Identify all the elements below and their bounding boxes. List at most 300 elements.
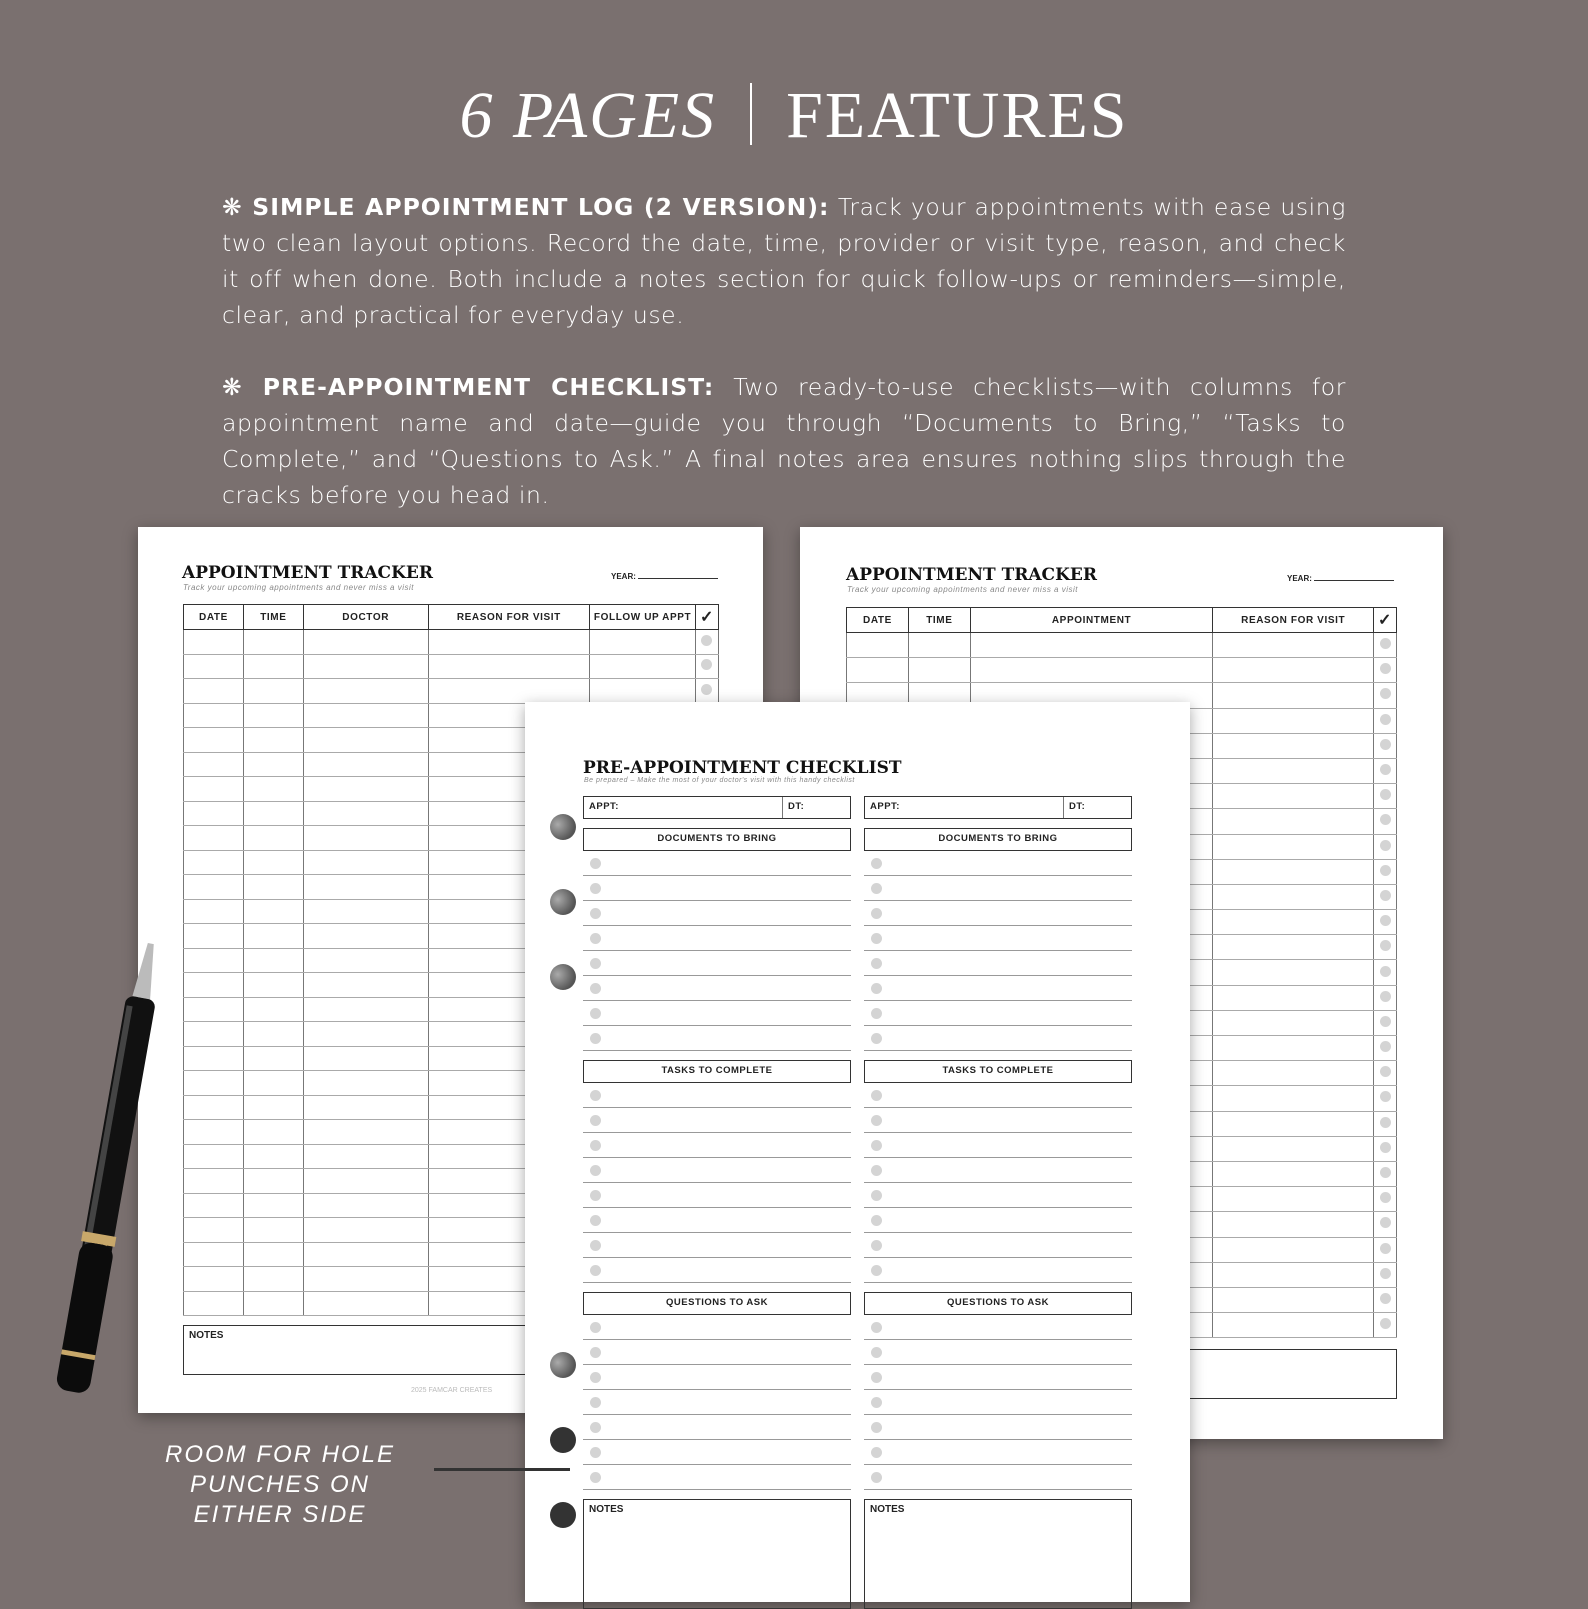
- check-cell[interactable]: [1374, 658, 1397, 683]
- table-cell[interactable]: [303, 826, 428, 851]
- checkbox-dot[interactable]: [590, 1215, 601, 1226]
- checkbox-dot[interactable]: [1380, 789, 1391, 800]
- checkbox-dot[interactable]: [590, 1322, 601, 1333]
- table-cell[interactable]: [184, 899, 244, 924]
- table-cell[interactable]: [184, 1120, 244, 1145]
- table-cell[interactable]: [303, 679, 428, 704]
- checkbox-dot[interactable]: [701, 635, 712, 646]
- table-cell[interactable]: [1213, 1237, 1374, 1262]
- table-cell[interactable]: [1213, 1187, 1374, 1212]
- table-cell[interactable]: [184, 1071, 244, 1096]
- table-cell[interactable]: [908, 658, 970, 683]
- table-cell[interactable]: [1213, 935, 1374, 960]
- table-cell[interactable]: [1213, 1212, 1374, 1237]
- table-cell[interactable]: [303, 630, 428, 655]
- hole-punch: [550, 964, 576, 990]
- table-cell[interactable]: [1213, 1086, 1374, 1111]
- table-cell[interactable]: [184, 826, 244, 851]
- checklist-item[interactable]: [864, 876, 1132, 901]
- checkbox-dot[interactable]: [1380, 1167, 1391, 1178]
- checklist-item[interactable]: [864, 976, 1132, 1001]
- table-cell[interactable]: [243, 850, 303, 875]
- table-cell[interactable]: [184, 654, 244, 679]
- table-cell[interactable]: [243, 1022, 303, 1047]
- table-cell[interactable]: [243, 679, 303, 704]
- checkbox-dot[interactable]: [871, 1372, 882, 1383]
- checkbox-dot[interactable]: [590, 1008, 601, 1019]
- checklist-item[interactable]: [864, 851, 1132, 876]
- table-cell[interactable]: [184, 679, 244, 704]
- table-cell[interactable]: [303, 1291, 428, 1316]
- table-cell[interactable]: [243, 703, 303, 728]
- checkbox-dot[interactable]: [1380, 890, 1391, 901]
- checklist-item[interactable]: [864, 1183, 1132, 1208]
- checklist-item[interactable]: [864, 951, 1132, 976]
- check-cell[interactable]: [1374, 784, 1397, 809]
- checkbox-dot[interactable]: [871, 1347, 882, 1358]
- table-cell[interactable]: [1213, 834, 1374, 859]
- checkbox-dot[interactable]: [1380, 865, 1391, 876]
- table-cell[interactable]: [303, 1120, 428, 1145]
- check-cell[interactable]: [1374, 884, 1397, 909]
- table-cell[interactable]: [1213, 784, 1374, 809]
- check-cell[interactable]: [1374, 1287, 1397, 1312]
- table-cell[interactable]: [1213, 1313, 1374, 1338]
- table-cell[interactable]: [303, 899, 428, 924]
- checkbox-dot[interactable]: [871, 1140, 882, 1151]
- table-cell[interactable]: [184, 1218, 244, 1243]
- checkbox-dot[interactable]: [871, 1240, 882, 1251]
- table-cell[interactable]: [184, 1291, 244, 1316]
- table-cell[interactable]: [243, 1218, 303, 1243]
- checkbox-dot[interactable]: [871, 883, 882, 894]
- checklist-item[interactable]: [864, 1258, 1132, 1283]
- caption-pointer-line: [434, 1468, 570, 1471]
- checkbox-dot[interactable]: [590, 1165, 601, 1176]
- table-cell[interactable]: [1213, 884, 1374, 909]
- table-cell[interactable]: [303, 752, 428, 777]
- table-cell[interactable]: [243, 1267, 303, 1292]
- checklist-item[interactable]: [864, 1390, 1132, 1415]
- checklist-item[interactable]: [583, 1208, 851, 1233]
- table-cell[interactable]: [184, 973, 244, 998]
- table-cell[interactable]: [243, 1144, 303, 1169]
- table-cell[interactable]: [303, 1169, 428, 1194]
- table-cell[interactable]: [184, 801, 244, 826]
- table-cell[interactable]: [1213, 1136, 1374, 1161]
- check-cell[interactable]: [1374, 683, 1397, 708]
- table-cell[interactable]: [243, 1242, 303, 1267]
- table-cell[interactable]: [303, 1071, 428, 1096]
- table-cell[interactable]: [303, 973, 428, 998]
- table-cell[interactable]: [303, 654, 428, 679]
- checklist-item[interactable]: [583, 1390, 851, 1415]
- check-cell[interactable]: [1374, 1161, 1397, 1186]
- checklist-item[interactable]: [864, 1340, 1132, 1365]
- check-cell[interactable]: [1374, 859, 1397, 884]
- checkbox-dot[interactable]: [1380, 688, 1391, 699]
- checklist-item[interactable]: [864, 1026, 1132, 1051]
- table-cell[interactable]: [303, 777, 428, 802]
- table-cell[interactable]: [184, 1242, 244, 1267]
- table-cell[interactable]: [184, 1267, 244, 1292]
- checkbox-dot[interactable]: [1380, 1142, 1391, 1153]
- table-cell[interactable]: [303, 948, 428, 973]
- checklist-item[interactable]: [864, 1315, 1132, 1340]
- table-cell[interactable]: [1213, 1287, 1374, 1312]
- table-cell[interactable]: [184, 1095, 244, 1120]
- checklist-item[interactable]: [583, 951, 851, 976]
- table-cell[interactable]: [184, 850, 244, 875]
- table-cell[interactable]: [1213, 1161, 1374, 1186]
- table-cell[interactable]: [243, 728, 303, 753]
- checkbox-dot[interactable]: [590, 1422, 601, 1433]
- check-cell[interactable]: [1374, 633, 1397, 658]
- checklist-item[interactable]: [864, 1108, 1132, 1133]
- table-cell[interactable]: [184, 997, 244, 1022]
- checkbox-dot[interactable]: [590, 1372, 601, 1383]
- checkbox-dot[interactable]: [590, 1033, 601, 1044]
- checklist-item[interactable]: [583, 1440, 851, 1465]
- checkbox-dot[interactable]: [590, 1090, 601, 1101]
- table-cell[interactable]: [243, 948, 303, 973]
- col-appointment: APPOINTMENT: [970, 608, 1213, 633]
- checkbox-dot[interactable]: [871, 1008, 882, 1019]
- table-cell[interactable]: [243, 777, 303, 802]
- table-cell[interactable]: [1213, 1262, 1374, 1287]
- table-cell[interactable]: [908, 633, 970, 658]
- checklist-item[interactable]: [864, 901, 1132, 926]
- checkbox-dot[interactable]: [871, 1090, 882, 1101]
- table-cell[interactable]: [243, 899, 303, 924]
- table-cell[interactable]: [303, 1267, 428, 1292]
- table-cell[interactable]: [1213, 733, 1374, 758]
- checkbox-dot[interactable]: [701, 684, 712, 695]
- check-cell[interactable]: [1374, 1262, 1397, 1287]
- check-cell[interactable]: [1374, 1212, 1397, 1237]
- check-cell[interactable]: [1374, 1010, 1397, 1035]
- checkbox-dot[interactable]: [590, 1140, 601, 1151]
- table-cell[interactable]: [303, 875, 428, 900]
- checkbox-dot[interactable]: [590, 1347, 601, 1358]
- appt-field[interactable]: [583, 796, 851, 819]
- checkbox-dot[interactable]: [590, 883, 601, 894]
- table-cell[interactable]: [184, 1144, 244, 1169]
- table-cell[interactable]: [428, 630, 590, 655]
- checkbox-dot[interactable]: [1380, 814, 1391, 825]
- check-cell[interactable]: [1374, 834, 1397, 859]
- checklist-item[interactable]: [864, 1465, 1132, 1490]
- table-cell[interactable]: [243, 924, 303, 949]
- checkbox-dot[interactable]: [1380, 663, 1391, 674]
- checkbox-dot[interactable]: [871, 908, 882, 919]
- col-reason: REASON FOR VISIT: [428, 605, 590, 630]
- table-cell[interactable]: [1213, 985, 1374, 1010]
- checklist-item[interactable]: [864, 1208, 1132, 1233]
- table-cell[interactable]: [243, 1071, 303, 1096]
- table-cell[interactable]: [184, 875, 244, 900]
- checkbox-dot[interactable]: [1380, 764, 1391, 775]
- table-cell[interactable]: [847, 633, 909, 658]
- checklist-item[interactable]: [864, 1415, 1132, 1440]
- table-cell[interactable]: [1213, 859, 1374, 884]
- checkbox-dot[interactable]: [871, 1397, 882, 1408]
- table-cell[interactable]: [303, 850, 428, 875]
- checkbox-dot[interactable]: [1380, 1318, 1391, 1329]
- checkbox-dot[interactable]: [1380, 1066, 1391, 1077]
- checkbox-dot[interactable]: [1380, 1268, 1391, 1279]
- checklist-item[interactable]: [583, 1258, 851, 1283]
- table-cell[interactable]: [1213, 1010, 1374, 1035]
- table-cell[interactable]: [184, 777, 244, 802]
- checkbox-dot[interactable]: [1380, 1041, 1391, 1052]
- check-cell[interactable]: [1374, 809, 1397, 834]
- checklist-item[interactable]: [864, 1001, 1132, 1026]
- table-cell[interactable]: [1213, 1111, 1374, 1136]
- checklist-item[interactable]: [864, 1158, 1132, 1183]
- table-cell[interactable]: [1213, 758, 1374, 783]
- table-row[interactable]: [847, 633, 1397, 658]
- checkbox-dot[interactable]: [871, 1115, 882, 1126]
- checkbox-dot[interactable]: [590, 1447, 601, 1458]
- table-cell[interactable]: [243, 801, 303, 826]
- checkbox-dot[interactable]: [1380, 714, 1391, 725]
- check-cell[interactable]: [1374, 758, 1397, 783]
- checkbox-dot[interactable]: [871, 1472, 882, 1483]
- checklist-item[interactable]: [583, 876, 851, 901]
- checklist-item[interactable]: [583, 1001, 851, 1026]
- check-cell[interactable]: [695, 630, 718, 655]
- check-cell[interactable]: [1374, 1136, 1397, 1161]
- checkbox-dot[interactable]: [1380, 991, 1391, 1002]
- table-cell[interactable]: [303, 997, 428, 1022]
- table-cell[interactable]: [184, 1193, 244, 1218]
- checkbox-dot[interactable]: [871, 1165, 882, 1176]
- checkbox-dot[interactable]: [871, 1447, 882, 1458]
- table-cell[interactable]: [243, 1046, 303, 1071]
- check-cell[interactable]: [1374, 708, 1397, 733]
- table-cell[interactable]: [590, 654, 696, 679]
- table-cell[interactable]: [243, 875, 303, 900]
- checkbox-dot[interactable]: [1380, 1293, 1391, 1304]
- table-cell[interactable]: [1213, 960, 1374, 985]
- checklist-item[interactable]: [864, 1440, 1132, 1465]
- checklist-item[interactable]: [583, 1415, 851, 1440]
- table-cell[interactable]: [184, 1022, 244, 1047]
- table-cell[interactable]: [303, 1095, 428, 1120]
- table-cell[interactable]: [184, 703, 244, 728]
- table-cell[interactable]: [243, 752, 303, 777]
- checkbox-dot[interactable]: [871, 858, 882, 869]
- check-cell[interactable]: [1374, 1086, 1397, 1111]
- table-row[interactable]: [184, 654, 719, 679]
- checkbox-dot[interactable]: [871, 1190, 882, 1201]
- checklist-item[interactable]: [583, 1365, 851, 1390]
- checkbox-dot[interactable]: [590, 1397, 601, 1408]
- table-cell[interactable]: [243, 1291, 303, 1316]
- table-cell[interactable]: [184, 1169, 244, 1194]
- table-cell[interactable]: [303, 1022, 428, 1047]
- table-cell[interactable]: [303, 728, 428, 753]
- page-subtitle: Track your upcoming appointments and never miss a visit: [847, 585, 1078, 594]
- checkbox-dot[interactable]: [871, 983, 882, 994]
- table-cell[interactable]: [590, 679, 696, 704]
- table-cell[interactable]: [847, 658, 909, 683]
- check-cell[interactable]: [1374, 985, 1397, 1010]
- checkbox-dot[interactable]: [590, 1190, 601, 1201]
- checklist-item[interactable]: [583, 1083, 851, 1108]
- checkbox-dot[interactable]: [1380, 638, 1391, 649]
- checkbox-dot[interactable]: [871, 958, 882, 969]
- checkbox-dot[interactable]: [1380, 1117, 1391, 1128]
- checklist-item[interactable]: [583, 1158, 851, 1183]
- table-cell[interactable]: [428, 654, 590, 679]
- pen-icon: [55, 935, 165, 1415]
- checklist-item[interactable]: [864, 1133, 1132, 1158]
- table-cell[interactable]: [243, 826, 303, 851]
- checkbox-dot[interactable]: [871, 1422, 882, 1433]
- checkbox-dot[interactable]: [590, 1265, 601, 1276]
- divider: [750, 83, 752, 145]
- checklist-item[interactable]: [864, 926, 1132, 951]
- checkbox-dot[interactable]: [1380, 966, 1391, 977]
- checkbox-dot[interactable]: [590, 1240, 601, 1251]
- checklist-item[interactable]: [583, 1133, 851, 1158]
- checklist-item[interactable]: [864, 1233, 1132, 1258]
- checklist-item[interactable]: [583, 901, 851, 926]
- table-cell[interactable]: [970, 633, 1213, 658]
- feature-appointment-log: ❋ SIMPLE APPOINTMENT LOG (2 VERSION): Track your appointments with ease using two clean layout options. Record the date, time, provider or visit type, reason, and check it off when done. Both include a notes section for quick follow-ups or reminders—simple, clear, and practical for everyday use.: [222, 193, 1346, 329]
- checkbox-dot[interactable]: [590, 983, 601, 994]
- table-cell[interactable]: [303, 1046, 428, 1071]
- section-header: TASKS TO COMPLETE: [583, 1060, 851, 1083]
- table-cell[interactable]: [184, 948, 244, 973]
- checklist-item[interactable]: [583, 1026, 851, 1051]
- appt-field[interactable]: [864, 796, 1132, 819]
- check-cell[interactable]: [1374, 910, 1397, 935]
- checklist-item[interactable]: [864, 1365, 1132, 1390]
- check-cell[interactable]: [1374, 935, 1397, 960]
- table-cell[interactable]: [1213, 633, 1374, 658]
- checkbox-dot[interactable]: [590, 958, 601, 969]
- checkbox-dot[interactable]: [871, 1033, 882, 1044]
- table-cell[interactable]: [184, 630, 244, 655]
- table-cell[interactable]: [243, 973, 303, 998]
- checkbox-dot[interactable]: [1380, 940, 1391, 951]
- checklist-item[interactable]: [583, 1233, 851, 1258]
- check-cell[interactable]: [1374, 1187, 1397, 1212]
- year-field: YEAR:: [611, 572, 718, 581]
- check-cell[interactable]: [1374, 1061, 1397, 1086]
- table-cell[interactable]: [303, 1193, 428, 1218]
- table-cell[interactable]: [970, 658, 1213, 683]
- table-cell[interactable]: [303, 1218, 428, 1243]
- checkbox-dot[interactable]: [871, 1215, 882, 1226]
- check-cell[interactable]: [1374, 960, 1397, 985]
- checklist-item[interactable]: [583, 1465, 851, 1490]
- checkbox-dot[interactable]: [701, 659, 712, 670]
- checkbox-dot[interactable]: [590, 858, 601, 869]
- section-header: QUESTIONS TO ASK: [864, 1292, 1132, 1315]
- check-cell[interactable]: [1374, 1237, 1397, 1262]
- table-cell[interactable]: [303, 801, 428, 826]
- table-cell[interactable]: [303, 1242, 428, 1267]
- table-cell[interactable]: [428, 679, 590, 704]
- check-cell[interactable]: [1374, 733, 1397, 758]
- table-row[interactable]: [184, 630, 719, 655]
- table-cell[interactable]: [303, 703, 428, 728]
- table-cell[interactable]: [243, 1193, 303, 1218]
- checkbox-dot[interactable]: [1380, 840, 1391, 851]
- table-row[interactable]: [847, 658, 1397, 683]
- table-cell[interactable]: [590, 630, 696, 655]
- table-cell[interactable]: [184, 1046, 244, 1071]
- checkbox-dot[interactable]: [1380, 1192, 1391, 1203]
- table-cell[interactable]: [1213, 683, 1374, 708]
- checkbox-dot[interactable]: [1380, 1217, 1391, 1228]
- table-cell[interactable]: [243, 654, 303, 679]
- checklist-item[interactable]: [583, 1108, 851, 1133]
- check-cell[interactable]: [695, 654, 718, 679]
- notes-box[interactable]: NOTES: [864, 1499, 1132, 1609]
- checkbox-dot[interactable]: [590, 933, 601, 944]
- checklist-item[interactable]: [583, 976, 851, 1001]
- table-cell[interactable]: [1213, 1061, 1374, 1086]
- table-cell[interactable]: [184, 752, 244, 777]
- checklist-item[interactable]: [864, 1083, 1132, 1108]
- checkbox-dot[interactable]: [1380, 915, 1391, 926]
- table-cell[interactable]: [184, 924, 244, 949]
- table-cell[interactable]: [243, 1095, 303, 1120]
- table-cell[interactable]: [243, 630, 303, 655]
- checkbox-dot[interactable]: [590, 1115, 601, 1126]
- checkbox-dot[interactable]: [590, 1472, 601, 1483]
- notes-box[interactable]: NOTES: [583, 1499, 851, 1609]
- checkbox-dot[interactable]: [871, 933, 882, 944]
- checkbox-dot[interactable]: [1380, 1016, 1391, 1027]
- table-cell[interactable]: [243, 1169, 303, 1194]
- checklist-item[interactable]: [583, 1183, 851, 1208]
- table-cell[interactable]: [243, 1120, 303, 1145]
- table-cell[interactable]: [303, 924, 428, 949]
- checkbox-dot[interactable]: [871, 1322, 882, 1333]
- checkbox-dot[interactable]: [1380, 1091, 1391, 1102]
- checkbox-dot[interactable]: [1380, 1243, 1391, 1254]
- table-cell[interactable]: [1213, 809, 1374, 834]
- check-cell[interactable]: [1374, 1313, 1397, 1338]
- table-cell[interactable]: [1213, 658, 1374, 683]
- check-cell[interactable]: [1374, 1111, 1397, 1136]
- notes-box[interactable]: NOTES: [183, 1325, 719, 1375]
- checklist-item[interactable]: [583, 926, 851, 951]
- table-cell[interactable]: [243, 997, 303, 1022]
- checkbox-dot[interactable]: [1380, 739, 1391, 750]
- page-subtitle: Track your upcoming appointments and never miss a visit: [183, 583, 414, 592]
- table-cell[interactable]: [1213, 1036, 1374, 1061]
- table-row[interactable]: [184, 679, 719, 704]
- checklist-item[interactable]: [583, 1315, 851, 1340]
- check-cell[interactable]: [1374, 1036, 1397, 1061]
- table-cell[interactable]: [1213, 910, 1374, 935]
- checkbox-dot[interactable]: [871, 1265, 882, 1276]
- table-cell[interactable]: [1213, 708, 1374, 733]
- checklist-item[interactable]: [583, 1340, 851, 1365]
- checklist-item[interactable]: [583, 851, 851, 876]
- table-cell[interactable]: [184, 728, 244, 753]
- checkbox-dot[interactable]: [590, 908, 601, 919]
- table-cell[interactable]: [303, 1144, 428, 1169]
- check-cell[interactable]: [695, 679, 718, 704]
